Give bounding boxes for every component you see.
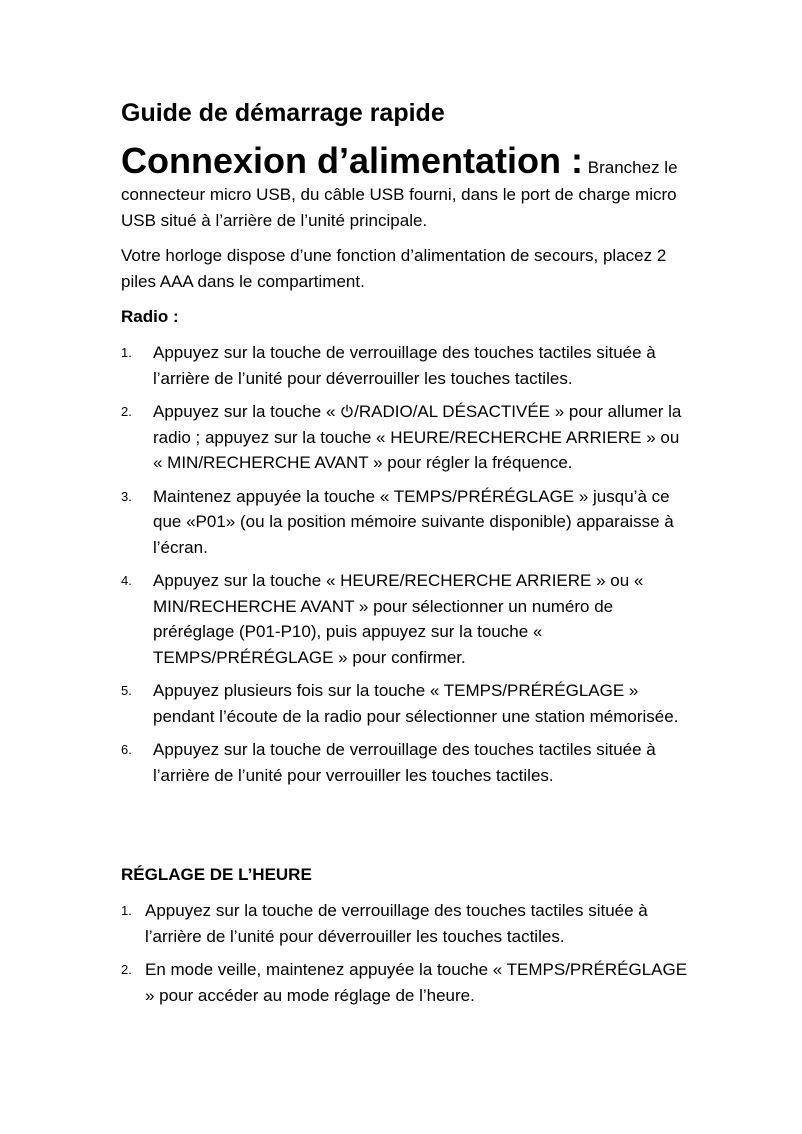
time-setting-section-label: RÉGLAGE DE L’HEURE — [121, 865, 312, 884]
radio-section-label: Radio : — [121, 307, 179, 326]
power-connection-text: Branchez le connecteur micro USB, du câble USB fourni, dans le port de charge micro USB situé à l’arrière de l’unité principale. — [121, 158, 678, 230]
step-text — [153, 399, 691, 476]
step-number: 1. — [121, 345, 132, 360]
list-item — [121, 340, 691, 391]
step-number: 3. — [121, 488, 132, 504]
step-text: Maintenez appuyée la touche « TEMPS/PRÉRÉGLAGE » jusqu’à ce que «P01» (ou la position mémoire suivante disponible) apparaisse à l’écran. — [153, 486, 674, 557]
step-number: 2. — [121, 404, 132, 419]
list-item — [121, 399, 691, 476]
step-text: Appuyez sur la touche de verrouillage des touches tactiles située à l’arrière de l’unité pour verrouiller les touches tactiles. — [153, 740, 656, 785]
list-item — [121, 957, 691, 1008]
list-item — [121, 484, 691, 561]
radio-steps-list — [121, 340, 691, 796]
step-text: Appuyez sur la touche de verrouillage des touches tactiles située à l’arrière de l’unité pour déverrouiller les touches tactiles. — [145, 901, 648, 946]
step-number: 5. — [121, 683, 132, 698]
list-item — [121, 898, 691, 949]
list-item — [121, 737, 691, 788]
step-number: 1. — [121, 903, 132, 918]
step-text-after-icon: /RADIO/AL DÉSACTIVÉE » pour allumer la radio ; appuyez sur la touche « HEURE/RECHERCHE ARRIERE » ou « MIN/RECHERCHE AVANT » pour régler la fréquence. — [153, 402, 682, 472]
list-item — [121, 568, 691, 670]
step-number: 4. — [121, 573, 132, 588]
step-number: 6. — [121, 742, 132, 757]
time-setting-steps-list — [121, 898, 691, 1016]
step-text: Appuyez sur la touche « HEURE/RECHERCHE ARRIERE » ou « MIN/RECHERCHE AVANT » pour sélectionner un numéro de préréglage (P01-P10), puis appuyez sur la touche « TEMPS/PRÉRÉGLAGE » pour confirmer. — [153, 571, 644, 667]
power-connection-heading: Connexion d’alimentation : — [121, 140, 584, 181]
list-item — [121, 678, 691, 729]
page-title: Guide de démarrage rapide — [121, 99, 445, 127]
step-text: En mode veille, maintenez appuyée la touche « TEMPS/PRÉRÉGLAGE » pour accéder au mode réglage de l’heure. — [145, 960, 688, 1005]
step-text: Appuyez sur la touche de verrouillage des touches tactiles située à l’arrière de l’unité pour déverrouiller les touches tactiles. — [153, 343, 656, 388]
step-text-before-icon: Appuyez sur la touche « — [153, 402, 341, 421]
backup-power-paragraph: Votre horloge dispose d’une fonction d’alimentation de secours, placez 2 piles AAA dans le compartiment. — [121, 246, 667, 291]
power-icon — [340, 404, 354, 418]
power-connection-paragraph — [121, 140, 691, 233]
step-text: Appuyez plusieurs fois sur la touche « TEMPS/PRÉRÉGLAGE » pendant l’écoute de la radio pour sélectionner une station mémorisée. — [153, 681, 679, 726]
step-number: 2. — [121, 962, 132, 977]
